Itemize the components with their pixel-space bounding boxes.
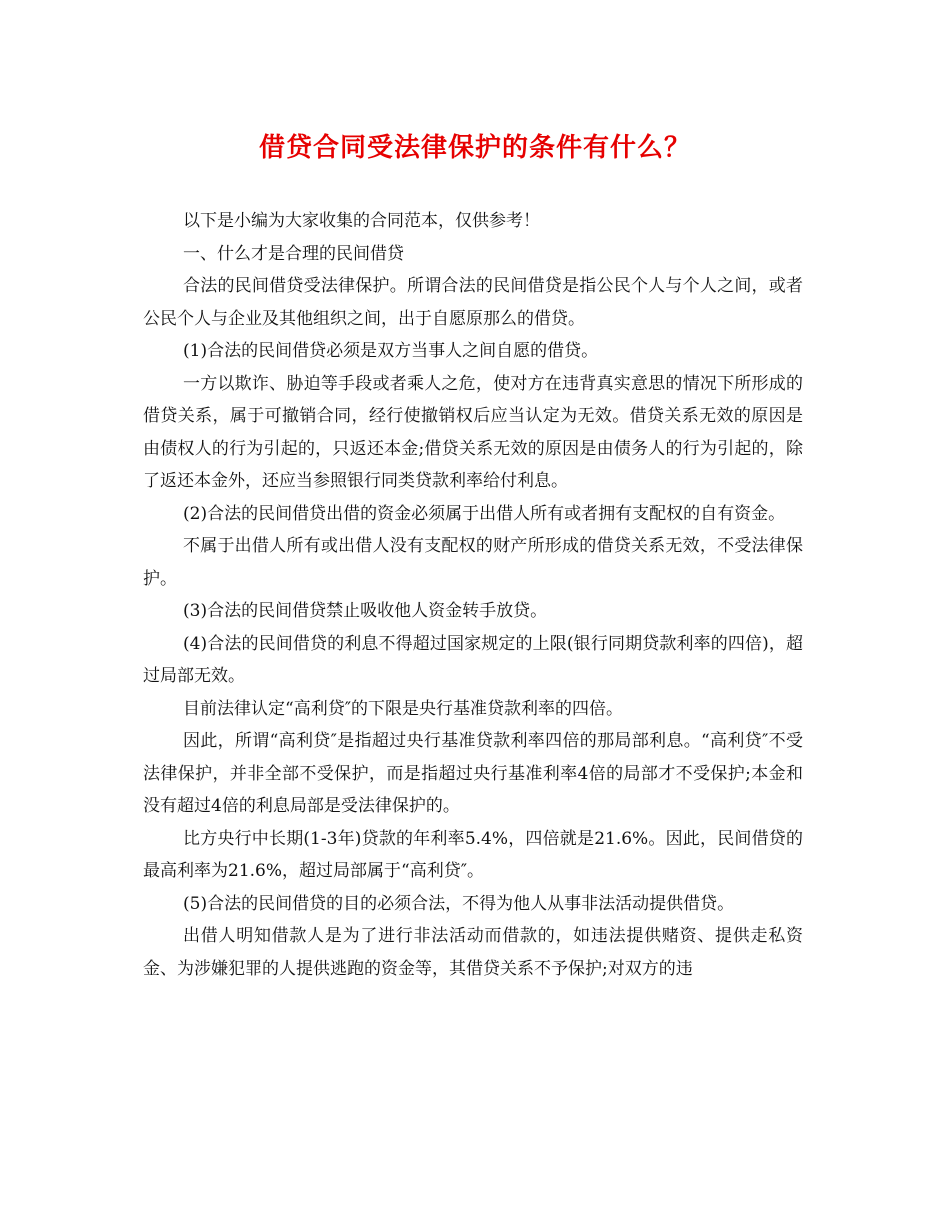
section-heading: 一、什么才是合理的民间借贷 <box>183 243 404 264</box>
document-title: 借贷合同受法律保护的条件有什么？ <box>258 133 691 163</box>
paragraph: 以下是小编为大家收集的合同范本，仅供参考！ <box>183 211 540 231</box>
paragraph: 一方以欺诈、胁迫等手段或者乘人之危，使对方在违背真实意思的情况下所形成的借贷关系，属于可撤销合同，经行使撤销权后应当认定为无效。借贷关系无效的原因是由债权人的行为引起的，只返还本金;借贷关系无效的原因是由债务人的行为引起的，除了返还本金外，还应当参照银行同类贷款利率给付利息。 <box>143 373 803 491</box>
paragraph: 比方央行中长期(1-3年)贷款的年利率5.4%，四倍就是21.6%。因此，民间借贷的最高利率为21.6%，超过局部属于“高利贷″。 <box>143 828 803 881</box>
paragraph: 合法的民间借贷受法律保护。所谓合法的民间借贷是指公民个人与个人之间，或者公民个人与企业及其他组织之间，出于自愿原那么的借贷。 <box>143 276 803 329</box>
list-item: (3)合法的民间借贷禁止吸收他人资金转手放贷。 <box>183 601 548 621</box>
document-body <box>143 205 803 985</box>
list-item: (5)合法的民间借贷的目的必须合法，不得为他人从事非法活动提供借贷。 <box>183 893 735 914</box>
paragraph: 因此，所谓“高利贷″是指超过央行基准贷款利率四倍的那局部利息。“高利贷″不受法律保护，并非全部不受保护，而是指超过央行基准利率4倍的局部才不受保护;本金和没有超过4倍的利息局部是受法律保护的。 <box>143 731 803 816</box>
list-item: (1)合法的民间借贷必须是双方当事人之间自愿的借贷。 <box>183 341 599 361</box>
paragraph: 出借人明知借款人是为了进行非法活动而借款的，如违法提供赌资、提供走私资金、为涉嫌犯罪的人提供逃跑的资金等，其借贷关系不予保护;对双方的违 <box>143 926 803 979</box>
paragraph: 目前法律认定“高利贷″的下限是央行基准贷款利率的四倍。 <box>183 698 624 719</box>
list-item: (2)合法的民间借贷出借的资金必须属于出借人所有或者拥有支配权的自有资金。 <box>183 503 786 524</box>
paragraph: 不属于出借人所有或出借人没有支配权的财产所形成的借贷关系无效，不受法律保护。 <box>143 536 803 589</box>
list-item: (4)合法的民间借贷的利息不得超过国家规定的上限(银行同期贷款利率的四倍)，超过局部无效。 <box>143 633 803 686</box>
